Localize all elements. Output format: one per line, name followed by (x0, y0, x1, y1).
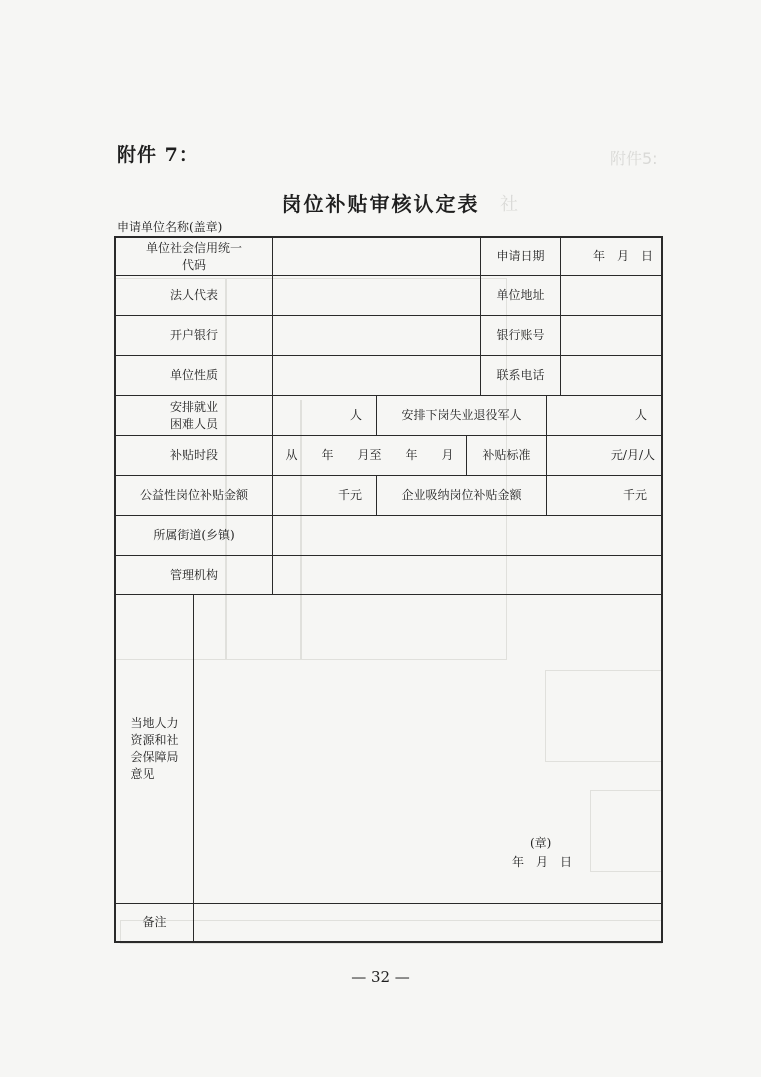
account-field[interactable] (561, 316, 661, 355)
street-label: 所属街道(乡镇) (153, 528, 235, 542)
public-amount-label: 公益性岗位补贴金额 (139, 488, 248, 502)
account-label: 银行账号 (496, 328, 545, 342)
veteran-field[interactable]: 人 (634, 408, 647, 422)
bank-field[interactable] (273, 316, 480, 355)
seal-label: (章) (530, 836, 552, 850)
opinion-label-cell (116, 595, 193, 903)
nature-field[interactable] (273, 356, 480, 395)
seal-date: 年 月 日 (512, 855, 573, 869)
credit-code-field[interactable] (273, 238, 480, 275)
standard-field[interactable]: 元/月/人 (610, 448, 655, 462)
period-field[interactable]: 从 年 月至 年 月 (285, 448, 454, 462)
address-label: 单位地址 (496, 288, 545, 302)
difficult-persons-field[interactable]: 人 (349, 408, 362, 422)
phone-field[interactable] (561, 356, 661, 395)
credit-code-label: 单位社会信用统一代码 (145, 240, 242, 272)
remarks-field[interactable] (194, 904, 661, 941)
enterprise-amount-label: 企业吸纳岗位补贴金额 (401, 488, 522, 502)
bank-label: 开户银行 (169, 328, 218, 342)
applicant-name-label: 申请单位名称(盖章) (117, 220, 223, 234)
opinion-label: 当地人力资源和社会保障局意见 (130, 716, 179, 781)
veteran-label: 安排下岗失业退役军人 (401, 408, 522, 422)
page-number: — 32 — (351, 968, 410, 986)
legal-rep-field[interactable] (273, 276, 480, 315)
opinion-field[interactable] (194, 595, 661, 903)
apply-date-label: 申请日期 (496, 249, 545, 263)
remarks-label: 备注 (142, 915, 167, 929)
standard-label: 补贴标准 (482, 448, 531, 462)
enterprise-amount-field[interactable]: 千元 (622, 488, 647, 502)
nature-label: 单位性质 (169, 368, 218, 382)
manager-label: 管理机构 (169, 567, 218, 582)
manager-field[interactable] (273, 556, 661, 594)
legal-rep-label: 法人代表 (169, 288, 218, 302)
form-title: 岗位补贴审核认定表 (281, 192, 480, 216)
attachment-label: 附件 7： (117, 144, 199, 166)
difficult-persons-label: 安排就业困难人员 (169, 399, 218, 431)
public-amount-field[interactable]: 千元 (337, 488, 362, 502)
period-label: 补贴时段 (169, 448, 218, 462)
bleed-through-artifacts: 附件5: 社 (0, 0, 761, 1077)
phone-label: 联系电话 (496, 368, 545, 382)
address-field[interactable] (561, 276, 661, 315)
apply-date-field[interactable]: 年 月 日 (592, 249, 653, 263)
street-field[interactable] (273, 516, 661, 555)
